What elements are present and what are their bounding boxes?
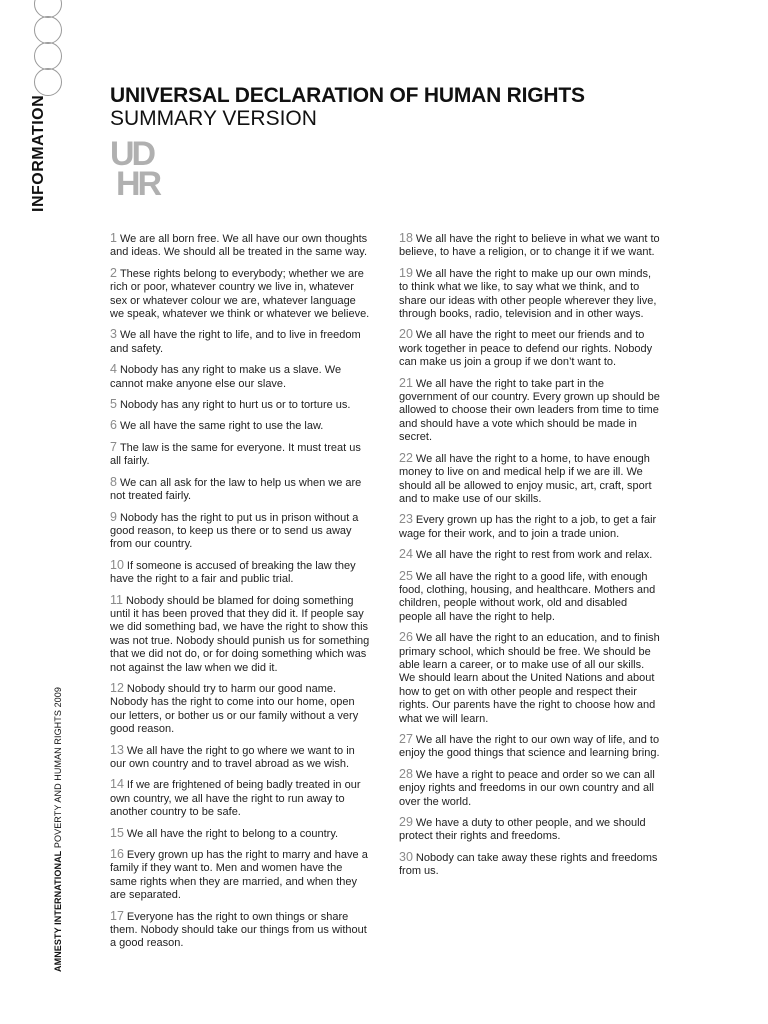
- page-subtitle: SUMMARY VERSION: [110, 107, 317, 130]
- article-number: 25: [399, 568, 413, 583]
- article-text: We all have the same right to use the law.: [119, 420, 324, 433]
- article-text: If we are frightened of being badly treated in our own country, we all have the right to run away to another country to be safe.: [110, 779, 361, 819]
- article-text: We have a duty to other people, and we should protect their rights and freedoms.: [399, 817, 646, 843]
- article-text: Everyone has the right to own things or share them. Nobody should take our things from us without a good reason.: [110, 910, 367, 950]
- article-item: [399, 328, 661, 369]
- article-number: 19: [399, 265, 413, 280]
- article-number: 15: [110, 825, 124, 840]
- article-item: [110, 910, 372, 951]
- article-number: 28: [399, 766, 413, 781]
- articles-column-right: [399, 232, 661, 886]
- article-item: [110, 363, 372, 391]
- article-text: We all have the right to believe in what we want to believe, to have a religion, or to change it if we want.: [399, 233, 660, 259]
- article-number: 3: [110, 327, 117, 342]
- article-text: We all have the right to a home, to have enough money to live on and medical help if we are ill. We should all be allowed to enjoy music, art, craft, sport and to make use of our skills.: [399, 452, 652, 505]
- article-item: [399, 377, 661, 445]
- circle-decoration: [34, 42, 62, 70]
- footer-text: POVERTY AND HUMAN RIGHTS 2009: [53, 686, 63, 849]
- circle-decoration: [34, 16, 62, 44]
- article-item: [399, 452, 661, 507]
- article-item: [110, 267, 372, 322]
- side-label: INFORMATION: [30, 94, 47, 212]
- article-text: If someone is accused of breaking the law they have the right to a fair and public trial.: [110, 559, 356, 586]
- article-text: We all have the right to go where we want to in our own country and to travel abroad as we wish.: [110, 744, 355, 770]
- article-item: [110, 419, 372, 433]
- article-item: [110, 848, 372, 903]
- article-text: Every grown up has the right to marry and have a family if they want to. Men and women have the same rights when they are married, and when they are separated.: [110, 849, 368, 902]
- article-number: 30: [399, 849, 413, 864]
- article-item: [110, 232, 372, 260]
- article-text: Nobody should try to harm our good name. Nobody has the right to come into our home, open our letters, or bother us or our family without a very good reason.: [110, 682, 359, 736]
- article-number: 1: [110, 231, 117, 245]
- article-number: 22: [399, 450, 413, 465]
- article-item: [399, 513, 661, 541]
- article-item: [110, 476, 372, 504]
- article-item: [399, 768, 661, 809]
- article-number: 20: [399, 327, 413, 342]
- article-item: [110, 594, 372, 675]
- article-text: Nobody has any right to make us a slave. We cannot make anyone else our slave.: [110, 364, 342, 390]
- footer-organization: AMNESTY INTERNATIONAL: [53, 850, 63, 972]
- article-item: [399, 570, 661, 625]
- article-item: [110, 682, 372, 737]
- article-number: 21: [399, 375, 413, 390]
- article-number: 10: [110, 557, 124, 572]
- article-text: We all have the right to life, and to live in freedom and safety.: [110, 329, 361, 355]
- article-number: 8: [110, 474, 117, 489]
- article-number: 7: [110, 439, 117, 454]
- article-text: We all have the right to an education, and to finish primary school, which should be free. We should be able learn a career, or to make use of all our skills. We should learn about the United Nations and about how to get on with other people and respect their rights. Our parents have the right to choose how and what we will learn.: [399, 632, 660, 725]
- side-footer: [53, 687, 63, 972]
- article-text: We all have the right to take part in the government of our country. Every grown up should be allowed to choose their own leaders from time to time and should have a vote which should be made in secret.: [399, 377, 660, 444]
- page-title: UNIVERSAL DECLARATION OF HUMAN RIGHTS: [110, 84, 585, 107]
- article-number: 24: [399, 547, 413, 562]
- article-number: 9: [110, 509, 117, 524]
- article-item: [110, 511, 372, 552]
- article-item: [110, 744, 372, 772]
- article-number: 6: [110, 418, 117, 433]
- article-number: 5: [110, 397, 117, 412]
- article-text: Nobody has the right to put us in prison without a good reason, to keep us there or to send us away from our country.: [110, 511, 359, 551]
- article-number: 27: [399, 732, 413, 746]
- article-item: [110, 559, 372, 587]
- article-item: [110, 441, 372, 469]
- article-number: 29: [399, 815, 413, 830]
- article-number: 23: [399, 512, 413, 527]
- article-item: [399, 548, 661, 562]
- article-number: 13: [110, 742, 124, 757]
- article-number: 4: [110, 362, 117, 377]
- article-text: We all have the right to a good life, with enough food, clothing, housing, and healthcare. Mothers and children, people without work, old and disabled people all have the right to help.: [399, 570, 656, 623]
- article-text: We all have the right to meet our friends and to work together in peace to defend our rights. Nobody can make us join a group if we don’t want to.: [399, 329, 653, 369]
- article-number: 12: [110, 680, 124, 695]
- article-text: We are all born free. We all have our own thoughts and ideas. We should all be treated in the same way.: [110, 233, 368, 259]
- article-item: [399, 733, 661, 761]
- article-number: 16: [110, 847, 124, 862]
- article-number: 2: [110, 265, 117, 280]
- article-text: Nobody can take away these rights and freedoms from us.: [399, 851, 658, 878]
- article-item: [399, 851, 661, 879]
- article-item: [110, 398, 372, 412]
- article-item: [399, 267, 661, 322]
- article-text: We can all ask for the law to help us when we are not treated fairly.: [110, 476, 362, 503]
- logo-bottom: HR: [116, 165, 160, 203]
- article-item: [110, 328, 372, 356]
- article-number: 26: [399, 630, 413, 645]
- decorative-circles: [34, 0, 66, 94]
- udhr-logo: [110, 137, 182, 203]
- article-number: 17: [110, 908, 124, 923]
- article-text: Nobody has any right to hurt us or to torture us.: [119, 399, 351, 412]
- article-text: We all have the right to make up our own minds, to think what we like, to say what we think, and to share our ideas with other people wherever they live, through books, radio, television and in other ways.: [399, 267, 657, 321]
- article-text: We all have the right to belong to a country.: [126, 827, 339, 840]
- article-item: [399, 816, 661, 844]
- article-item: [399, 232, 661, 260]
- article-number: 18: [399, 231, 413, 245]
- articles-column-left: [110, 232, 372, 958]
- article-item: [399, 631, 661, 726]
- article-item: [110, 778, 372, 819]
- article-item: [110, 827, 372, 841]
- article-text: Every grown up has the right to a job, to get a fair wage for their work, and to join a trade union.: [399, 514, 657, 540]
- logo-top: UD: [110, 135, 154, 173]
- article-text: The law is the same for everyone. It must treat us all fairly.: [110, 441, 361, 468]
- article-text: We all have the right to rest from work and relax.: [415, 549, 653, 562]
- article-number: 14: [110, 777, 124, 792]
- article-text: We all have the right to our own way of life, and to enjoy the good things that science and learning bring.: [399, 734, 660, 760]
- article-text: These rights belong to everybody; whether we are rich or poor, whatever country we live in, whatever sex or whatever colour we are, whatever language we speak, whatever we think or whatever we believe.: [110, 267, 370, 321]
- article-text: We have a right to peace and order so we can all enjoy rights and freedoms in our own country and all over the world.: [399, 768, 655, 808]
- article-text: Nobody should be blamed for doing something until it has been proved that they did it. If people say we did something bad, we have the right to show this was not true. Nobody should punish us for something that we did not do, or for doing something which was not against the law when we did it.: [110, 594, 370, 674]
- circle-decoration: [34, 68, 62, 96]
- article-number: 11: [110, 592, 123, 607]
